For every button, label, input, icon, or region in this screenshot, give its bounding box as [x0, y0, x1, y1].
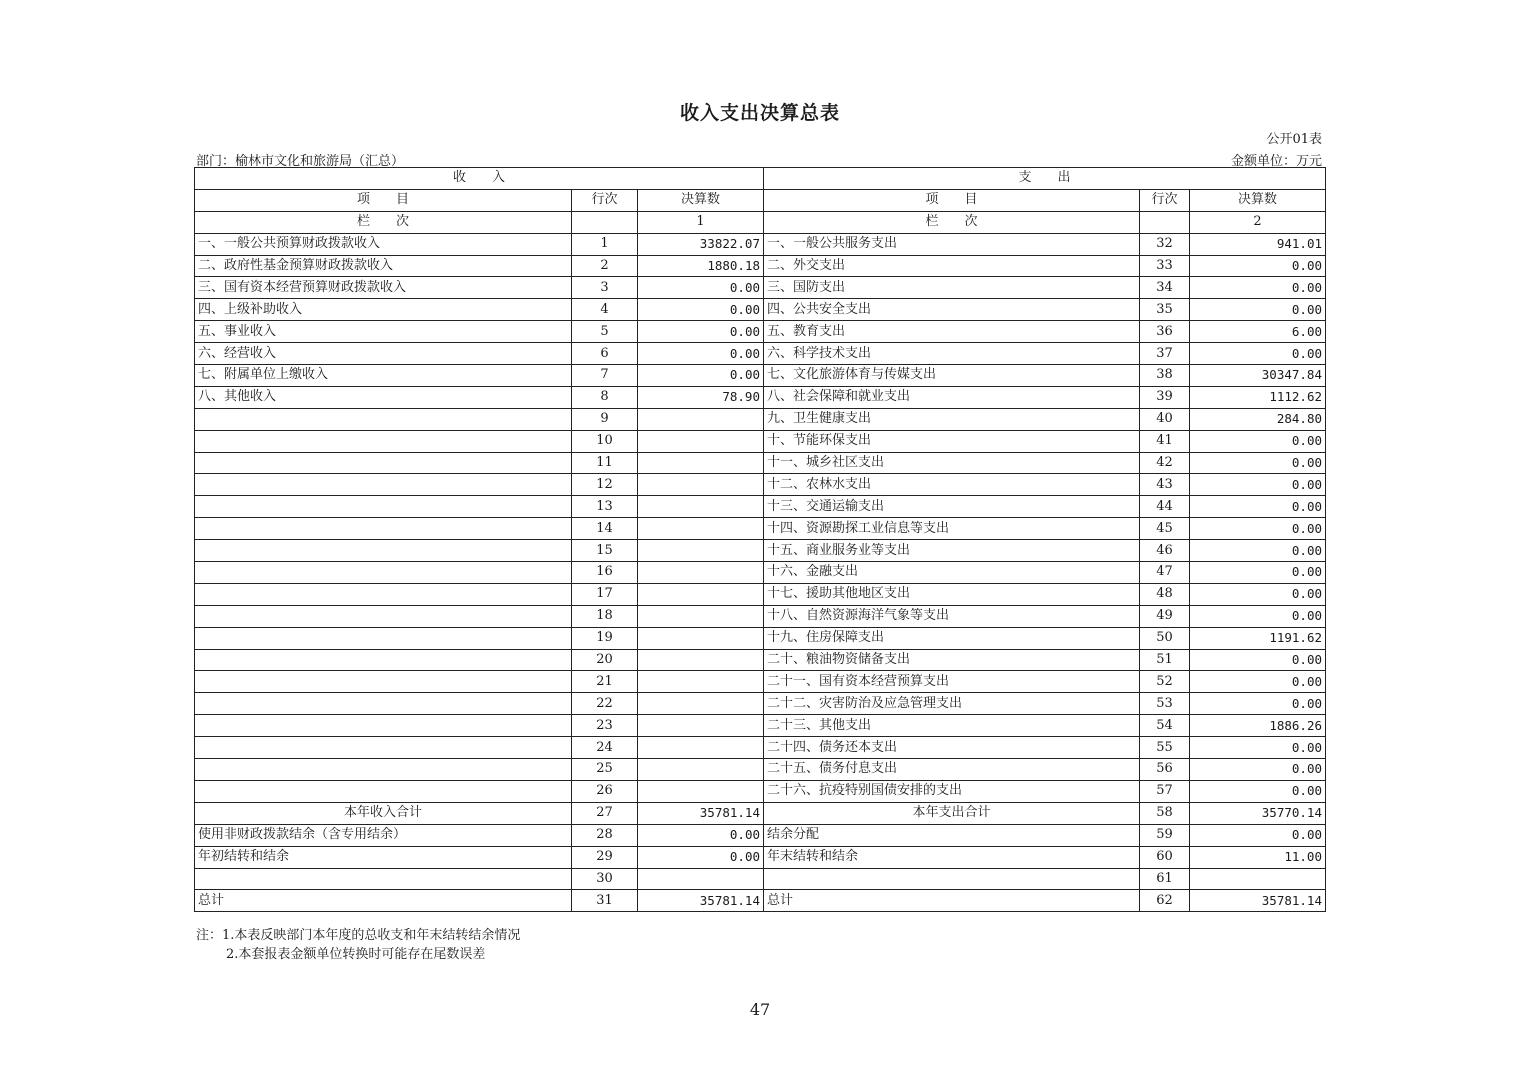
income-amount [638, 562, 764, 584]
income-amount: 0.00 [638, 321, 764, 343]
income-amount [638, 430, 764, 452]
expense-item-name: 十七、援助其他地区支出 [764, 583, 1140, 605]
income-amount [638, 583, 764, 605]
income-row-no: 22 [572, 693, 638, 715]
income-amount: 0.00 [638, 299, 764, 321]
income-item-name [195, 693, 572, 715]
expense-surplus-distribution-no: 59 [1140, 824, 1190, 846]
income-row-no: 20 [572, 649, 638, 671]
expense-row-no: 37 [1140, 343, 1190, 365]
income-row-no: 16 [572, 562, 638, 584]
income-row-no: 6 [572, 343, 638, 365]
expense-row-no: 32 [1140, 233, 1190, 255]
income-amount [638, 540, 764, 562]
income-opening-balance-no: 29 [572, 846, 638, 868]
income-row-no: 3 [572, 277, 638, 299]
expense-row-no: 38 [1140, 365, 1190, 387]
income-row-no: 10 [572, 430, 638, 452]
table-row [195, 605, 1326, 627]
income-grand-total-amount: 35781.14 [638, 890, 764, 912]
income-amount [638, 715, 764, 737]
table-row [195, 562, 1326, 584]
table-row [195, 737, 1326, 759]
income-item-name: 八、其他收入 [195, 386, 572, 408]
expense-amount: 0.00 [1190, 649, 1326, 671]
expense-amount: 0.00 [1190, 540, 1326, 562]
expense-row-no: 33 [1140, 255, 1190, 277]
income-row-no: 19 [572, 627, 638, 649]
income-item-name: 一、一般公共预算财政拨款收入 [195, 233, 572, 255]
expense-amount-header: 决算数 [1190, 189, 1326, 211]
summary-row [195, 824, 1326, 846]
income-row-no: 24 [572, 737, 638, 759]
income-header: 收 入 [195, 168, 764, 190]
expense-closing-balance-no: 60 [1140, 846, 1190, 868]
empty-cell [638, 868, 764, 890]
expense-item-name: 十、节能环保支出 [764, 430, 1140, 452]
income-item-name [195, 562, 572, 584]
expense-header: 支 出 [764, 168, 1326, 190]
expense-item-name: 六、科学技术支出 [764, 343, 1140, 365]
expense-row-no: 54 [1140, 715, 1190, 737]
expense-amount: 0.00 [1190, 671, 1326, 693]
expense-closing-balance-label: 年末结转和结余 [764, 846, 1140, 868]
expense-amount: 1191.62 [1190, 627, 1326, 649]
income-row-no: 4 [572, 299, 638, 321]
expense-row-no: 42 [1140, 452, 1190, 474]
empty-cell [1140, 211, 1190, 233]
expense-amount: 0.00 [1190, 299, 1326, 321]
income-item-name [195, 605, 572, 627]
income-amount [638, 780, 764, 802]
income-column-label: 栏 次 [195, 211, 572, 233]
empty-cell [764, 868, 1140, 890]
expense-item-name: 十四、资源勘探工业信息等支出 [764, 518, 1140, 540]
expense-item-name: 三、国防支出 [764, 277, 1140, 299]
income-item-name [195, 540, 572, 562]
department-label: 部门：榆林市文化和旅游局（汇总） [196, 154, 405, 169]
income-nonfiscal-balance-label: 使用非财政拨款结余（含专用结余） [195, 824, 572, 846]
income-item-name [195, 430, 572, 452]
income-item-name [195, 780, 572, 802]
income-item-name [195, 737, 572, 759]
expense-row-no: 34 [1140, 277, 1190, 299]
expense-amount: 941.01 [1190, 233, 1326, 255]
income-item-name: 二、政府性基金预算财政拨款收入 [195, 255, 572, 277]
expense-item-name: 二十二、灾害防治及应急管理支出 [764, 693, 1140, 715]
expense-row-no: 39 [1140, 386, 1190, 408]
expense-row-no: 48 [1140, 583, 1190, 605]
income-item-name [195, 583, 572, 605]
expense-row-no: 50 [1140, 627, 1190, 649]
income-opening-balance-label: 年初结转和结余 [195, 846, 572, 868]
footnote-1: 注：1.本表反映部门本年度的总收支和年末结转结余情况 [196, 928, 521, 943]
expense-item-name: 一、一般公共服务支出 [764, 233, 1140, 255]
summary-rows [195, 802, 1326, 911]
expense-row-no: 56 [1140, 759, 1190, 781]
expense-amount: 0.00 [1190, 759, 1326, 781]
income-row-no: 13 [572, 496, 638, 518]
income-row-no: 23 [572, 715, 638, 737]
expense-item-name: 五、教育支出 [764, 321, 1140, 343]
expense-amount: 0.00 [1190, 562, 1326, 584]
income-row-no: 7 [572, 365, 638, 387]
expense-row-no: 52 [1140, 671, 1190, 693]
income-amount [638, 693, 764, 715]
income-amount: 33822.07 [638, 233, 764, 255]
expense-item-name: 二十六、抗疫特别国债安排的支出 [764, 780, 1140, 802]
income-row-no: 21 [572, 671, 638, 693]
table-row [195, 715, 1326, 737]
empty-cell [572, 211, 638, 233]
table-row [195, 780, 1326, 802]
income-item-name: 三、国有资本经营预算财政拨款收入 [195, 277, 572, 299]
table-row [195, 365, 1326, 387]
income-annual-total-label: 本年收入合计 [195, 802, 572, 824]
expense-grand-total-amount: 35781.14 [1190, 890, 1326, 912]
expense-amount: 1886.26 [1190, 715, 1326, 737]
income-rowno-header: 行次 [572, 189, 638, 211]
table-row [195, 299, 1326, 321]
expense-item-name: 二十三、其他支出 [764, 715, 1140, 737]
income-row-no: 9 [572, 408, 638, 430]
footnotes [196, 926, 520, 964]
income-amount: 0.00 [638, 343, 764, 365]
expense-column-index: 2 [1190, 211, 1326, 233]
table-row [195, 255, 1326, 277]
expense-amount: 0.00 [1190, 518, 1326, 540]
expense-row-no: 46 [1140, 540, 1190, 562]
income-item-name [195, 452, 572, 474]
footnote-2: 2.本套报表金额单位转换时可能存在尾数误差 [226, 947, 486, 962]
expense-amount: 1112.62 [1190, 386, 1326, 408]
income-blank-row-no: 30 [572, 868, 638, 890]
income-item-name [195, 518, 572, 540]
expense-item-name: 九、卫生健康支出 [764, 408, 1140, 430]
expense-amount: 6.00 [1190, 321, 1326, 343]
summary-row [195, 868, 1326, 890]
expense-amount: 0.00 [1190, 430, 1326, 452]
income-item-name [195, 627, 572, 649]
expense-item-name: 四、公共安全支出 [764, 299, 1140, 321]
table-row [195, 693, 1326, 715]
expense-surplus-distribution-label: 结余分配 [764, 824, 1140, 846]
expense-item-name: 八、社会保障和就业支出 [764, 386, 1140, 408]
income-amount [638, 627, 764, 649]
expense-row-no: 35 [1140, 299, 1190, 321]
income-item-name [195, 715, 572, 737]
table-row [195, 277, 1326, 299]
expense-row-no: 44 [1140, 496, 1190, 518]
income-item-name: 四、上级补助收入 [195, 299, 572, 321]
income-item-name [195, 496, 572, 518]
expense-item-name: 七、文化旅游体育与传媒支出 [764, 365, 1140, 387]
table-row [195, 671, 1326, 693]
expense-item-name: 十三、交通运输支出 [764, 496, 1140, 518]
income-row-no: 1 [572, 233, 638, 255]
expense-amount: 0.00 [1190, 583, 1326, 605]
table-row [195, 408, 1326, 430]
expense-amount: 30347.84 [1190, 365, 1326, 387]
table-row [195, 233, 1326, 255]
expense-amount: 0.00 [1190, 737, 1326, 759]
income-row-no: 17 [572, 583, 638, 605]
expense-item-name: 十六、金融支出 [764, 562, 1140, 584]
column-index-row [195, 211, 1326, 233]
expense-row-no: 40 [1140, 408, 1190, 430]
income-amount [638, 737, 764, 759]
expense-amount: 0.00 [1190, 255, 1326, 277]
expense-row-no: 43 [1140, 474, 1190, 496]
income-amount [638, 759, 764, 781]
expense-item-name: 十五、商业服务业等支出 [764, 540, 1140, 562]
income-grand-total-no: 31 [572, 890, 638, 912]
expense-item-name: 二十一、国有资本经营预算支出 [764, 671, 1140, 693]
table-row [195, 496, 1326, 518]
income-annual-total-no: 27 [572, 802, 638, 824]
table-row [195, 583, 1326, 605]
expense-row-no: 41 [1140, 430, 1190, 452]
expense-row-no: 53 [1140, 693, 1190, 715]
section-header-row [195, 168, 1326, 190]
table-row [195, 474, 1326, 496]
expense-row-no: 36 [1140, 321, 1190, 343]
expense-annual-total-no: 58 [1140, 802, 1190, 824]
income-opening-balance-amount: 0.00 [638, 846, 764, 868]
income-annual-total-amount: 35781.14 [638, 802, 764, 824]
income-row-no: 15 [572, 540, 638, 562]
expense-row-no: 45 [1140, 518, 1190, 540]
form-code: 公开01表 [1266, 132, 1322, 147]
income-item-name [195, 408, 572, 430]
income-amount: 1880.18 [638, 255, 764, 277]
income-item-header: 项 目 [195, 189, 572, 211]
expense-rowno-header: 行次 [1140, 189, 1190, 211]
income-item-name [195, 649, 572, 671]
grand-total-row [195, 890, 1326, 912]
income-row-no: 25 [572, 759, 638, 781]
expense-item-name: 十九、住房保障支出 [764, 627, 1140, 649]
table-row [195, 430, 1326, 452]
expense-amount: 0.00 [1190, 474, 1326, 496]
income-amount [638, 496, 764, 518]
income-grand-total-label: 总计 [195, 890, 572, 912]
income-row-no: 12 [572, 474, 638, 496]
expense-annual-total-amount: 35770.14 [1190, 802, 1326, 824]
income-amount [638, 649, 764, 671]
data-rows [195, 233, 1326, 802]
expense-amount: 0.00 [1190, 605, 1326, 627]
expense-item-name: 二十、粮油物资储备支出 [764, 649, 1140, 671]
column-header-row [195, 189, 1326, 211]
expense-column-label: 栏 次 [764, 211, 1140, 233]
page-number: 47 [749, 1000, 771, 1019]
empty-cell [1190, 868, 1326, 890]
expense-annual-total-label: 本年支出合计 [764, 802, 1140, 824]
income-amount [638, 671, 764, 693]
expense-amount: 0.00 [1190, 277, 1326, 299]
table-row [195, 452, 1326, 474]
expense-amount: 0.00 [1190, 693, 1326, 715]
income-item-name: 七、附属单位上缴收入 [195, 365, 572, 387]
expense-row-no: 49 [1140, 605, 1190, 627]
table-row [195, 386, 1326, 408]
income-amount-header: 决算数 [638, 189, 764, 211]
income-amount [638, 408, 764, 430]
expense-amount: 0.00 [1190, 780, 1326, 802]
expense-amount: 0.00 [1190, 496, 1326, 518]
expense-item-name: 二十四、债务还本支出 [764, 737, 1140, 759]
income-amount: 0.00 [638, 365, 764, 387]
expense-item-name: 十一、城乡社区支出 [764, 452, 1140, 474]
expense-row-no: 51 [1140, 649, 1190, 671]
expense-blank-row-no: 61 [1140, 868, 1190, 890]
expense-row-no: 47 [1140, 562, 1190, 584]
unit-label: 金额单位：万元 [1230, 154, 1322, 169]
expense-amount: 0.00 [1190, 452, 1326, 474]
income-nonfiscal-balance-amount: 0.00 [638, 824, 764, 846]
expense-row-no: 57 [1140, 780, 1190, 802]
income-row-no: 26 [572, 780, 638, 802]
table-row [195, 540, 1326, 562]
table-row [195, 627, 1326, 649]
annual-total-row [195, 802, 1326, 824]
expense-amount: 0.00 [1190, 343, 1326, 365]
expense-item-name: 二十五、债务付息支出 [764, 759, 1140, 781]
income-row-no: 14 [572, 518, 638, 540]
income-amount: 78.90 [638, 386, 764, 408]
income-amount [638, 474, 764, 496]
expense-row-no: 55 [1140, 737, 1190, 759]
income-item-name [195, 474, 572, 496]
income-amount [638, 605, 764, 627]
table-row [195, 518, 1326, 540]
income-item-name [195, 759, 572, 781]
income-column-index: 1 [638, 211, 764, 233]
table-row [195, 649, 1326, 671]
summary-row [195, 846, 1326, 868]
expense-item-name: 二、外交支出 [764, 255, 1140, 277]
expense-amount: 284.80 [1190, 408, 1326, 430]
income-item-name: 五、事业收入 [195, 321, 572, 343]
income-nonfiscal-balance-no: 28 [572, 824, 638, 846]
table-row [195, 759, 1326, 781]
expense-surplus-distribution-amount: 0.00 [1190, 824, 1326, 846]
budget-table [194, 167, 1326, 912]
income-row-no: 5 [572, 321, 638, 343]
table-row [195, 321, 1326, 343]
income-row-no: 11 [572, 452, 638, 474]
income-amount [638, 518, 764, 540]
table-row [195, 343, 1326, 365]
expense-item-name: 十八、自然资源海洋气象等支出 [764, 605, 1140, 627]
expense-grand-total-no: 62 [1140, 890, 1190, 912]
income-item-name: 六、经营收入 [195, 343, 572, 365]
expense-grand-total-label: 总计 [764, 890, 1140, 912]
income-item-name [195, 671, 572, 693]
expense-item-name: 十二、农林水支出 [764, 474, 1140, 496]
income-row-no: 18 [572, 605, 638, 627]
expense-item-header: 项 目 [764, 189, 1140, 211]
expense-closing-balance-amount: 11.00 [1190, 846, 1326, 868]
empty-cell [195, 868, 572, 890]
income-row-no: 8 [572, 386, 638, 408]
income-amount [638, 452, 764, 474]
page-title: 收入支出决算总表 [679, 102, 840, 124]
income-row-no: 2 [572, 255, 638, 277]
income-amount: 0.00 [638, 277, 764, 299]
